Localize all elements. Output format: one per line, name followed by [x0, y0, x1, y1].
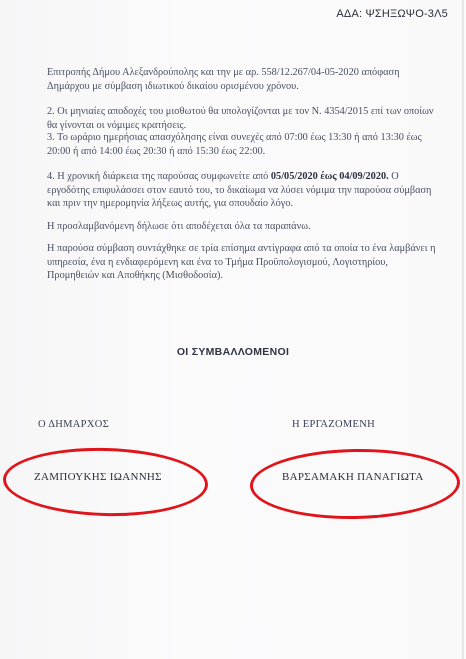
mayor-name: ΖΑΜΠΟΥΚΗΣ ΙΩΑΝΝΗΣ [34, 471, 162, 483]
paragraph-copies: Η παρούσα σύμβαση συντάχθηκε σε τρία επίσημα αντίγραφα από τα οποία το ένα λαμβάνει η υπηρεσία, ένα η ενδιαφερόμενη και ένα το Τμήμα Προϋπολογισμού, Λογιστηρίου, Προμηθειών και Αποθήκης (Μισθοδοσία). [47, 243, 436, 281]
paragraph-acceptance: Η προσλαμβανόμενη δήλωσε ότι αποδέχεται όλα τα παραπάνω. [47, 221, 311, 232]
employee-name: ΒΑΡΣΑΜΑΚΗ ΠΑΝΑΓΙΩΤΑ [282, 471, 424, 483]
duration-text-start: 4. Η χρονική διάρκεια της παρούσας συμφωνείτε από [47, 171, 271, 182]
paragraph-hours: 3. Το ωράριο ημερήσιας απασχόλησης είναι συνεχές από 07:00 έως 13:30 ή από 13:30 έως 20:00 ή από 14:00 έως 20:30 ή από 15:30 έως 22:00. [47, 132, 422, 157]
mayor-title: Ο ΔΗΜΑΡΧΟΣ [38, 419, 109, 430]
duration-text-end: Ο εργοδότης επιφυλάσσει στον εαυτό του, το δικαίωμα να λύσει νόμιμα την παρούσα σύμβαση και πριν την ημερομηνία λήξεως αυτής, για σπουδαίο λόγο. [47, 171, 432, 209]
ada-code: ΑΔΑ: ΨΣΗΞΩΨΟ-3Λ5 [336, 8, 448, 20]
paragraph-duration [47, 170, 442, 211]
employee-title: Η ΕΡΓΑΖΟΜΕΝΗ [292, 419, 376, 430]
signatories-heading: ΟΙ ΣΥΜΒΑΛΛΟΜΕΝΟΙ [176, 346, 290, 358]
paragraph-decision: Επιτροπής Δήμου Αλεξανδρούπολης και την με αρ. 558/12.267/04-05-2020 απόφαση Δημάρχου με σύμβαση ιδιωτικού δικαίου ορισμένου χρόνου. [47, 67, 400, 92]
paragraph-salary: 2. Οι μηνιαίες αποδοχές του μισθωτού θα υπολογίζονται με τον Ν. 4354/2015 επί των οποίων θα γίνονται οι νόμιμες κρατήσεις. [47, 106, 434, 131]
duration-dates: 05/05/2020 έως 04/09/2020. [270, 171, 389, 182]
